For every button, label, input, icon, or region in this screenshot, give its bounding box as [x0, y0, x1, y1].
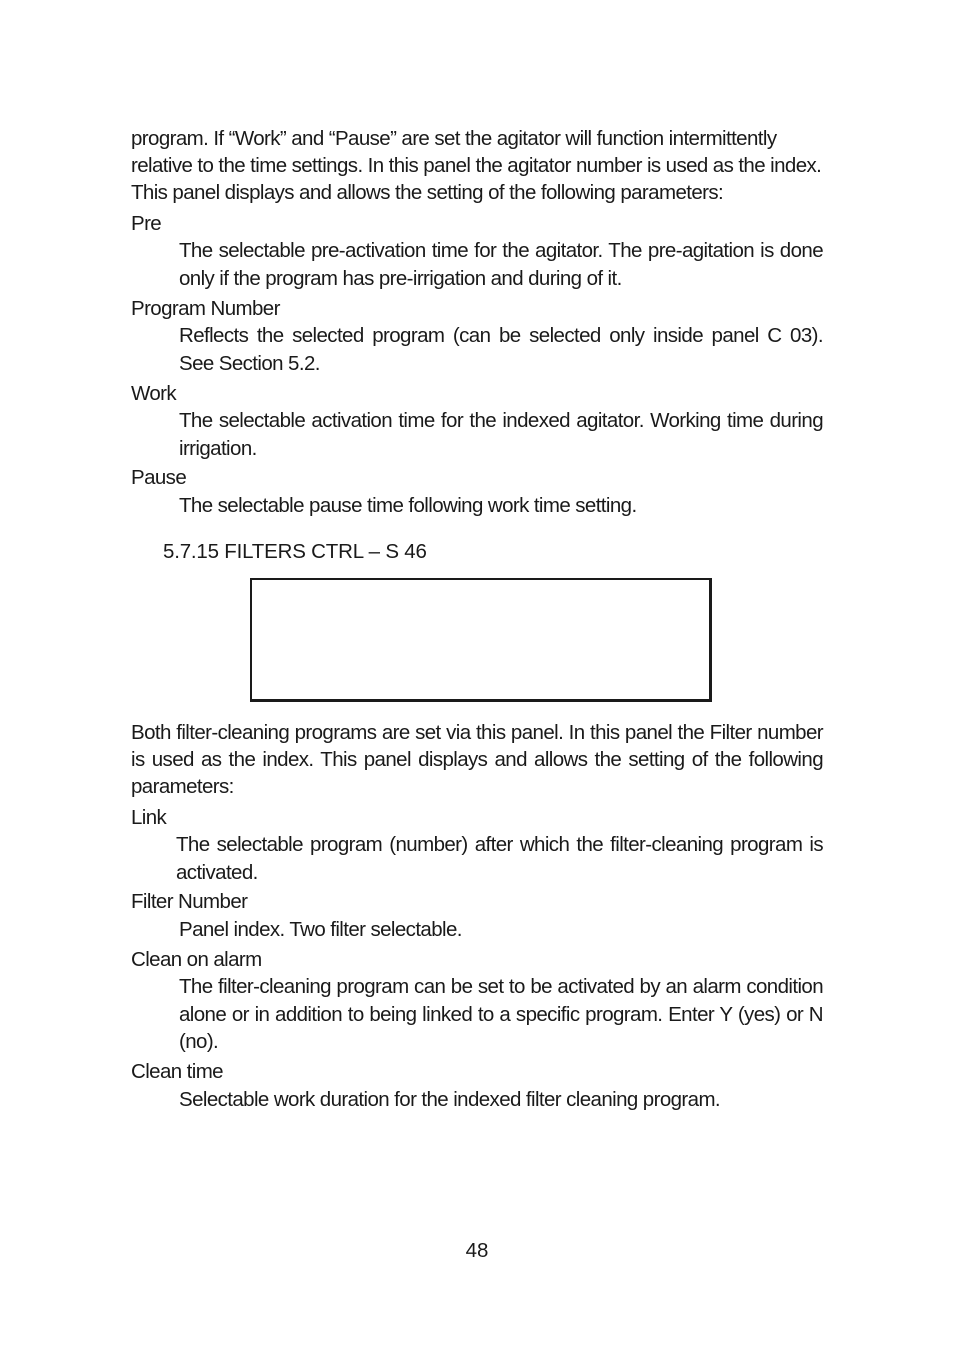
param-term-filter-number: Filter Number — [131, 890, 248, 913]
param-term-program-number: Program Number — [131, 297, 280, 320]
param-desc-pre: The selectable pre-activation time for the agitator. The pre-agitation is done only if the program has pre-irrigation and during of it. — [179, 239, 823, 290]
param-term-clean-on-alarm: Clean on alarm — [131, 948, 262, 971]
section-heading: 5.7.15 FILTERS CTRL – S 46 — [163, 540, 427, 563]
param-term-pause: Pause — [131, 466, 187, 489]
intro-line-1: program. If “Work” and “Pause” are set the agitator will function intermittently — [131, 127, 777, 150]
param-term-work: Work — [131, 382, 177, 405]
param-desc-pause: The selectable pause time following work time setting. — [179, 494, 637, 517]
page-number: 48 — [465, 1239, 489, 1262]
intro-line-3: This panel displays and allows the setting of the following parameters: — [131, 181, 724, 204]
param-desc-link: The selectable program (number) after which the filter-cleaning program is activated. — [176, 833, 823, 884]
param-term-clean-time: Clean time — [131, 1060, 223, 1083]
intro-line-2: relative to the time settings. In this panel the agitator number is used as the index. — [131, 154, 822, 177]
param-desc-program-number: Reflects the selected program (can be selected only inside panel C 03). See Section 5.2. — [179, 324, 823, 375]
param-desc-clean-on-alarm: The filter-cleaning program can be set to be activated by an alarm condition alone or in addition to being linked to a specific program. Enter Y (yes) or N (no). — [179, 975, 823, 1053]
param-term-pre: Pre — [131, 212, 162, 235]
panel-screen-frame — [250, 578, 712, 702]
param-desc-filter-number: Panel index. Two filter selectable. — [179, 918, 462, 941]
param-term-link: Link — [131, 806, 167, 829]
filters-intro: Both filter-cleaning programs are set via this panel. In this panel the Filter number is used as the index. This panel displays and allows the setting of the following parameters: — [131, 721, 823, 798]
param-desc-work: The selectable activation time for the indexed agitator. Working time during irrigation. — [179, 409, 823, 460]
param-desc-clean-time: Selectable work duration for the indexed filter cleaning program. — [179, 1088, 721, 1111]
